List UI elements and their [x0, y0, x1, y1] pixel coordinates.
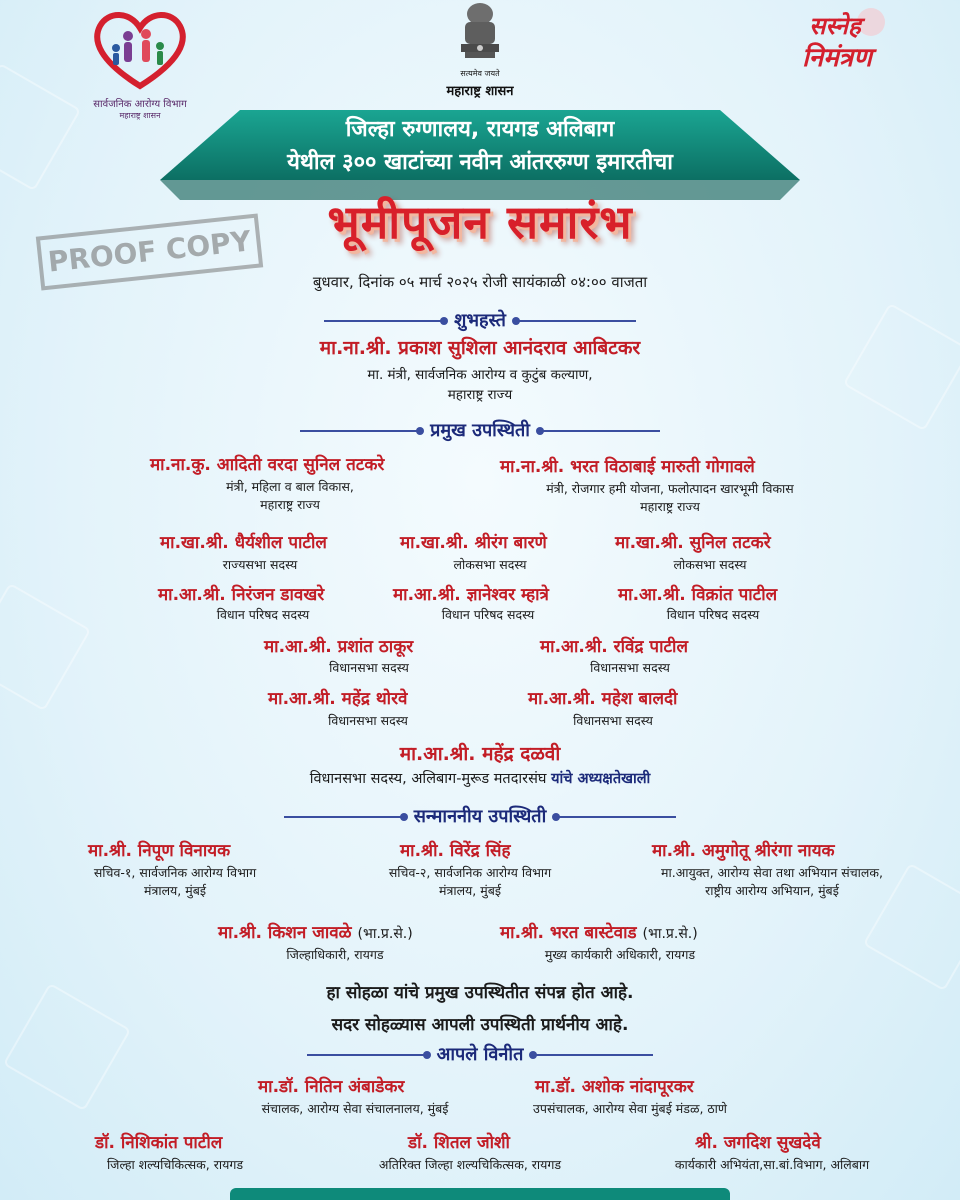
dignitary-name: मा.श्री. विरेंद्र सिंह [400, 841, 511, 861]
chair-suffix: यांचे अध्यक्षतेखाली [551, 771, 651, 787]
chair-desc-text: विधानसभा सदस्य, अलिबाग-मुरूड मतदारसंघ [309, 771, 547, 787]
health-department-logo [80, 6, 200, 121]
service-suffix: (भा.प्र.से.) [642, 926, 698, 942]
guest-desc: विधानसभा सदस्य [573, 713, 653, 728]
invitation-badge [775, 2, 895, 82]
guest-desc: विधान परिषद सदस्य [441, 607, 535, 622]
proof-copy-watermark: PROOF COPY [36, 213, 263, 290]
guest-name: मा.आ.श्री. विक्रांत पाटील [618, 585, 778, 605]
signatory-name: मा.डॉ. नितिन अंबाडेकर [258, 1077, 405, 1097]
background-hexagon [0, 63, 81, 191]
chief-guest-desc-2: महाराष्ट्र राज्य [447, 387, 513, 403]
signatory-name: डॉ. निशिकांत पाटील [95, 1133, 223, 1153]
dignitary-desc: मंत्रालय, मुंबई [143, 883, 207, 898]
guest-name: मा.ना.कु. आदिती वरदा सुनिल तटकरे [150, 455, 385, 475]
signatory-desc: अतिरिक्त जिल्हा शल्यचिकित्सक, रायगड [378, 1157, 562, 1172]
signatory-name: श्री. जगदिश सुखदेवे [695, 1133, 821, 1153]
footer-ribbon [230, 1188, 730, 1200]
guest-desc: विधान परिषद सदस्य [216, 607, 310, 622]
guest-desc: राज्यसभा सदस्य [222, 557, 298, 572]
dignitary-name-text: मा.श्री. भरत बास्टेवाड [500, 923, 637, 943]
dignitary-desc: जिल्हाधिकारी, रायगड [286, 947, 384, 962]
dignitary-desc: मुख्य कार्यकारी अधिकारी, रायगड [544, 947, 696, 962]
heading-text: आपले विनीत [436, 1044, 524, 1065]
banner-title [160, 113, 800, 179]
guest-name: मा.खा.श्री. धैर्यशील पाटील [160, 533, 327, 553]
chief-guest-name: मा.ना.श्री. प्रकाश सुशिला आनंदराव आबिटकर [319, 337, 641, 359]
guest-desc: लोकसभा सदस्य [673, 557, 747, 572]
emblem-caption: महाराष्ट्र शासन [446, 84, 514, 99]
guest-name: मा.खा.श्री. सुनिल तटकरे [615, 533, 771, 553]
service-suffix: (भा.प्र.से.) [357, 926, 413, 942]
dignitary-name [500, 920, 698, 943]
ceremony-title: भूमीपूजन समारंभ [327, 195, 633, 249]
banner-line-2: येथील ३०० खाटांच्या नवीन आंतररुग्ण इमारतीचा [287, 150, 673, 175]
guest-desc: विधानसभा सदस्य [329, 660, 409, 675]
logo-subcaption: महाराष्ट्र शासन [119, 111, 161, 120]
section-heading-shubhaste [0, 308, 960, 332]
heading-text: सन्माननीय उपस्थिती [413, 806, 547, 827]
dignitary-name-text: मा.श्री. किशन जावळे [218, 923, 352, 943]
section-heading-pramukh [0, 418, 960, 442]
guest-name: मा.आ.श्री. महेंद्र थोरवे [268, 689, 408, 709]
guest-desc: महाराष्ट्र राज्य [640, 499, 700, 514]
signatory-name: मा.डॉ. अशोक नांदापूरकर [535, 1077, 694, 1097]
guest-desc: विधान परिषद सदस्य [666, 607, 760, 622]
guest-desc: मंत्री, रोजगार हमी योजना, फलोत्पादन खारभूमी विकास [546, 481, 794, 496]
emblem-motto: सत्यमेव जयते [460, 69, 500, 78]
guest-desc: लोकसभा सदस्य [453, 557, 527, 572]
dignitary-name: मा.श्री. अमुगोतू श्रीरंगा नायक [652, 841, 835, 861]
logo-caption: सार्वजनिक आरोग्य विभाग [93, 99, 187, 110]
dignitary-name: मा.श्री. निपूण विनायक [88, 841, 231, 861]
chief-guest-desc-1: मा. मंत्री, सार्वजनिक आरोग्य व कुटुंब कल्याण, [367, 367, 593, 383]
guest-desc: मंत्री, महिला व बाल विकास, [226, 479, 354, 494]
guest-name: मा.आ.श्री. महेश बालदी [528, 689, 678, 709]
signatory-desc: उपसंचालक, आरोग्य सेवा मुंबई मंडळ, ठाणे [533, 1101, 727, 1116]
banner-line-1: जिल्हा रुग्णालय, रायगड अलिबाग [345, 117, 615, 142]
guest-name: मा.ना.श्री. भरत विठाबाई मारुती गोगावले [500, 457, 755, 477]
section-heading-vinit [0, 1042, 960, 1066]
closing-line-2: सदर सोहळ्यास आपली उपस्थिती प्रार्थनीय आहे. [331, 1015, 629, 1035]
chair-desc [0, 770, 960, 788]
chair-name: मा.आ.श्री. महेंद्र दळवी [399, 743, 561, 765]
signatory-desc: संचालक, आरोग्य सेवा संचालनालय, मुंबई [261, 1101, 449, 1116]
lion-capital-icon [455, 0, 505, 62]
closing-line-1: हा सोहळा यांचे प्रमुख उपस्थितीत संपन्न होत आहे. [326, 983, 634, 1003]
guest-desc: महाराष्ट्र राज्य [260, 497, 320, 512]
signatory-name: डॉ. शितल जोशी [408, 1133, 510, 1153]
dignitary-desc: सचिव-१, सार्वजनिक आरोग्य विभाग [93, 865, 257, 880]
svg-text:निमंत्रण: निमंत्रण [802, 43, 872, 73]
guest-desc: विधानसभा सदस्य [328, 713, 408, 728]
heading-text: प्रमुख उपस्थिती [430, 420, 530, 441]
heart-family-icon [90, 6, 190, 92]
signatory-desc: कार्यकारी अभियंता,सा.बां.विभाग, अलिबाग [674, 1157, 870, 1172]
section-heading-sanmananiya [0, 804, 960, 828]
dignitary-desc: मंत्रालय, मुंबई [438, 883, 502, 898]
dignitary-desc: सचिव-२, सार्वजनिक आरोग्य विभाग [388, 865, 552, 880]
guest-name: मा.आ.श्री. प्रशांत ठाकूर [264, 637, 414, 657]
dignitary-desc: मा.आयुक्त, आरोग्य सेवा तथा अभियान संचालक, [661, 865, 883, 880]
guest-name: मा.आ.श्री. निरंजन डावखरे [158, 585, 325, 605]
heading-text: शुभहस्ते [454, 310, 506, 331]
dignitary-desc: राष्ट्रीय आरोग्य अभियान, मुंबई [705, 883, 839, 898]
guest-name: मा.आ.श्री. ज्ञानेश्वर म्हात्रे [393, 585, 549, 605]
background-hexagon [0, 583, 91, 711]
svg-text:सस्नेह: सस्नेह [809, 11, 861, 40]
event-datetime: बुधवार, दिनांक ०५ मार्च २०२५ रोजी सायंकाळी ०४:०० वाजता [312, 273, 648, 291]
guest-name: मा.खा.श्री. श्रीरंग बारणे [400, 533, 547, 553]
guest-name: मा.आ.श्री. रविंद्र पाटील [540, 637, 688, 657]
dignitary-name [218, 920, 413, 943]
national-emblem [430, 0, 530, 99]
guest-desc: विधानसभा सदस्य [590, 660, 670, 675]
signatory-desc: जिल्हा शल्यचिकित्सक, रायगड [106, 1157, 244, 1172]
